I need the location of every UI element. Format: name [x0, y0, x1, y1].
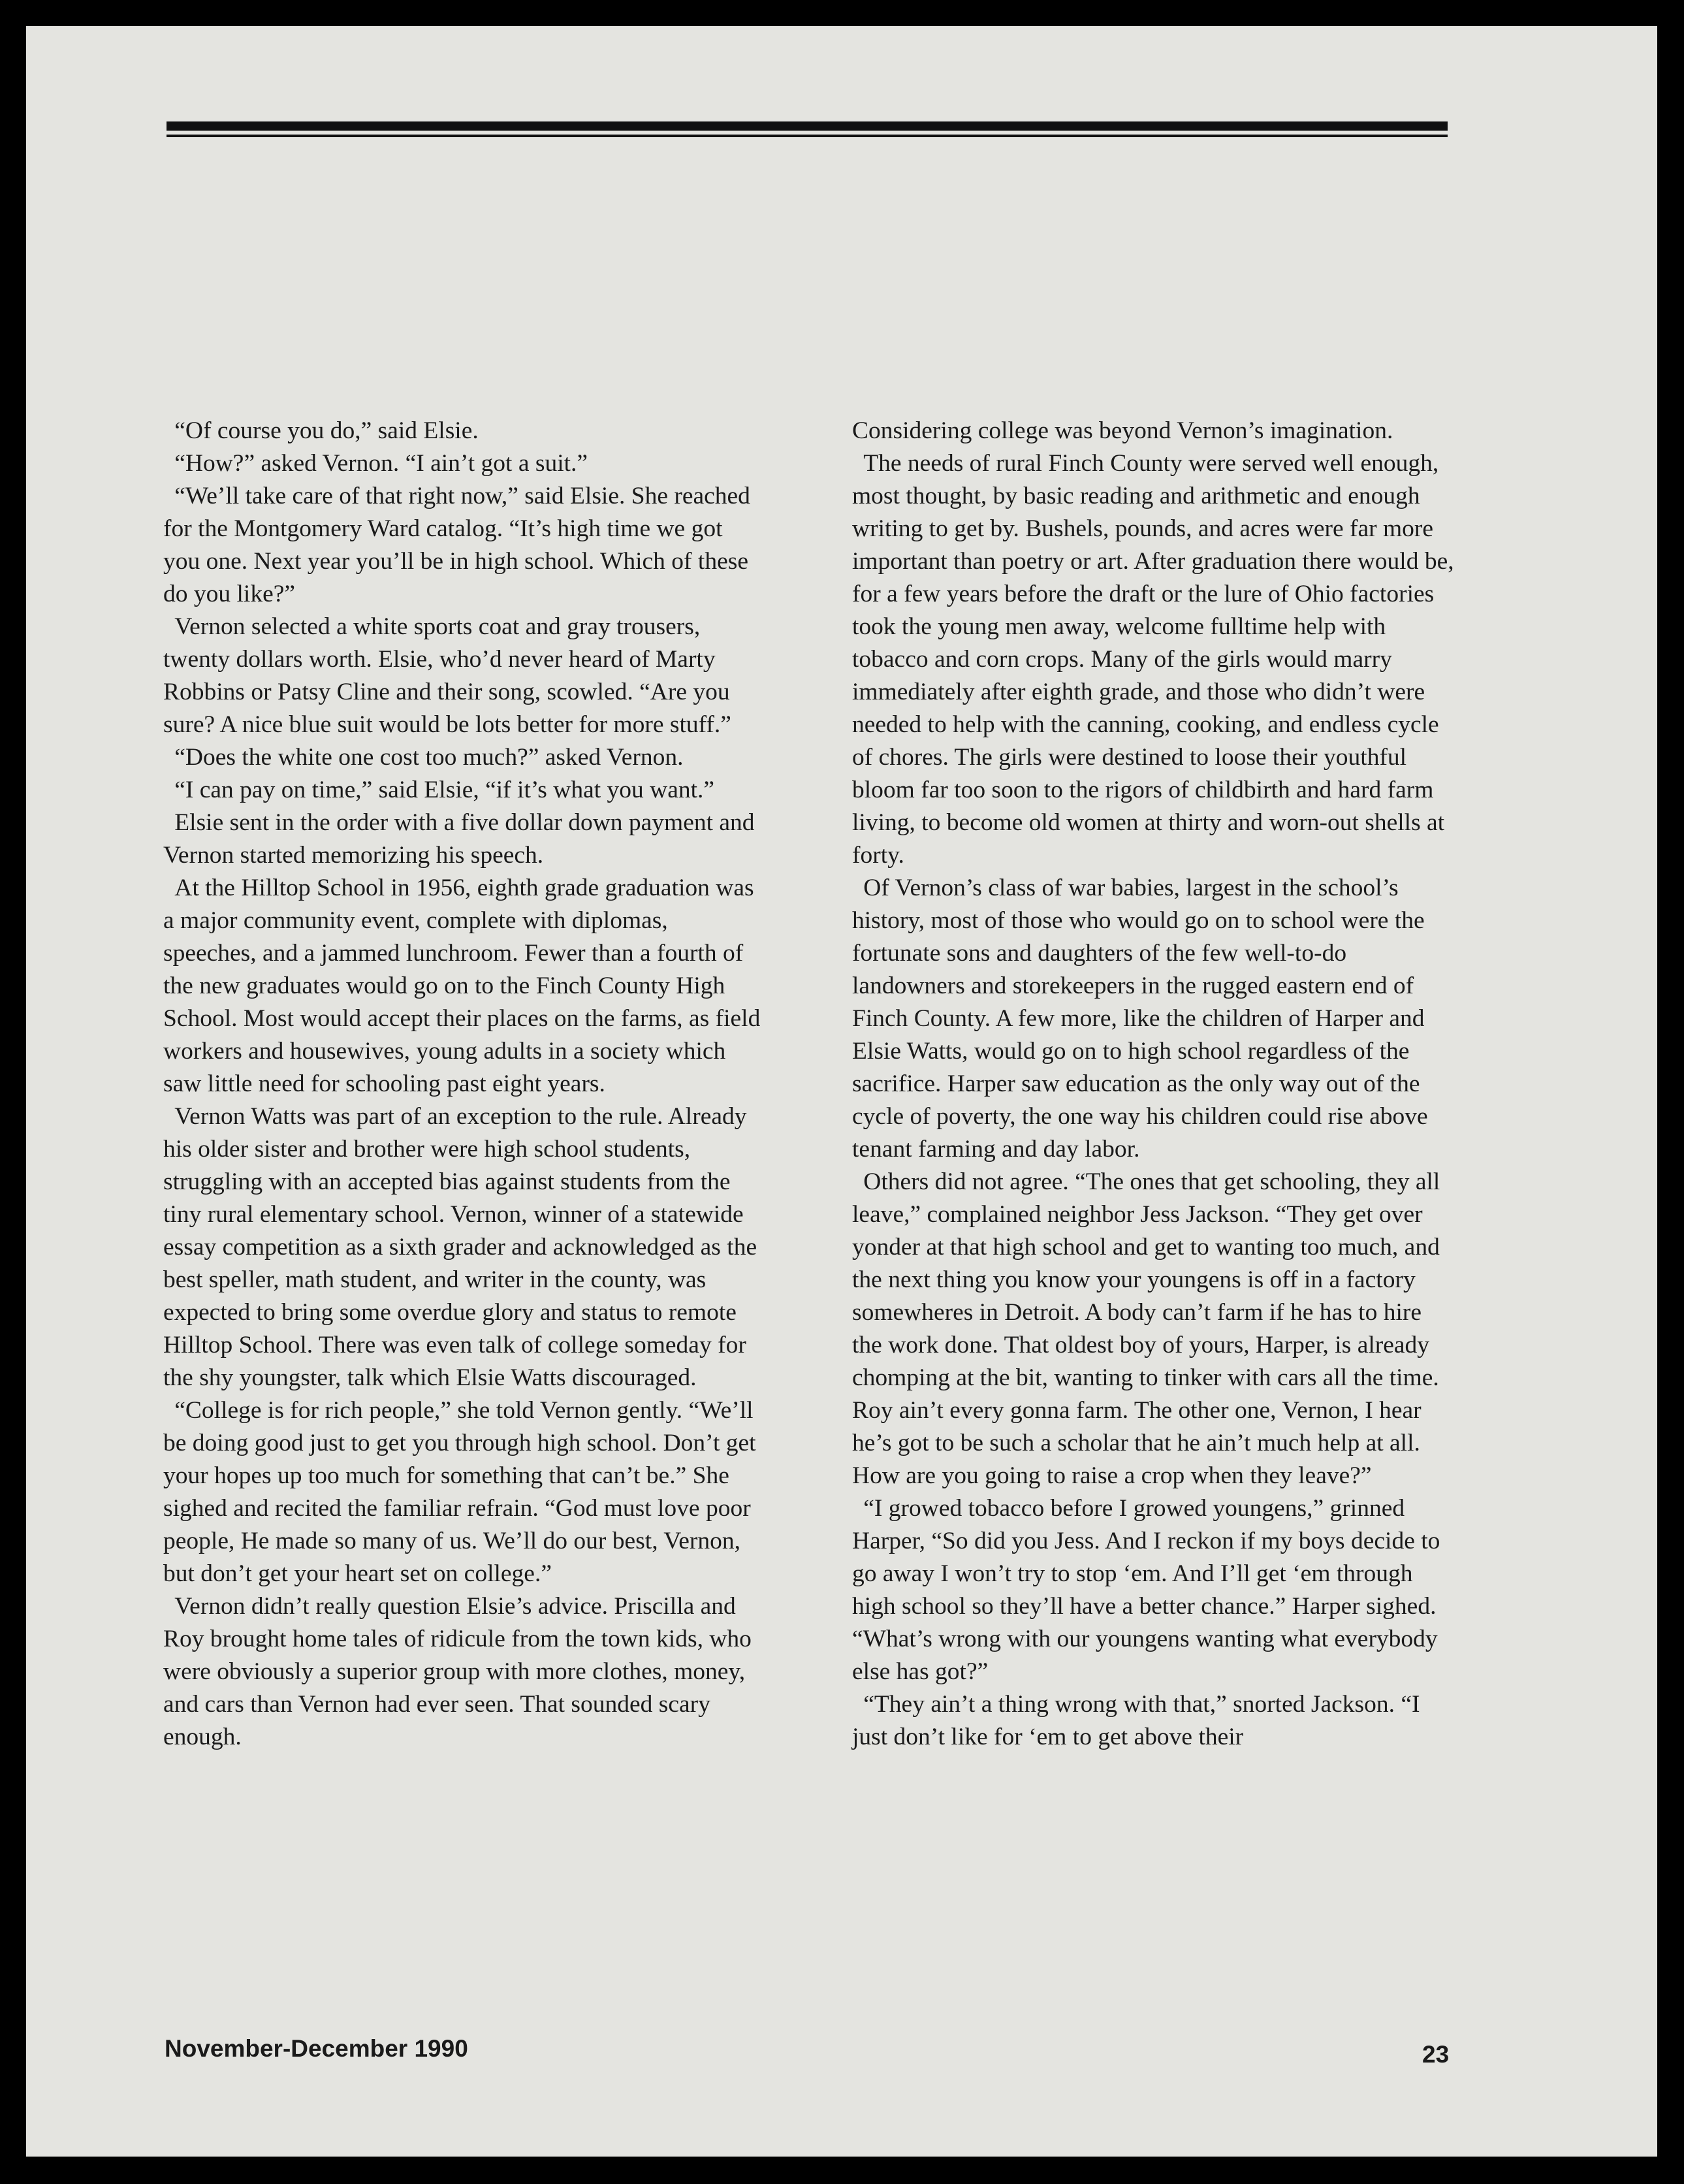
paragraph: Vernon selected a white sports coat and gray trousers, twenty dollars worth. Elsie, who’d never heard of Marty Robbins or Patsy Cline and their song, scowled. “Are you sure? A nice blue suit would be lots better for more stuff.” [163, 613, 731, 738]
paragraph: At the Hilltop School in 1956, eighth grade graduation was a major community event, complete with diplomas, speeches, and a jammed lunchroom. Fewer than a fourth of the new graduates would go on to the Finch County High School. Most would accept their places on the farms, as field workers and housewives, young adults in a society which saw little need for schooling past eight years. [163, 875, 761, 1097]
magazine-page [26, 26, 1657, 2157]
left-column [163, 415, 764, 1754]
paragraph: “Does the white one cost too much?” asked Vernon. [174, 744, 684, 771]
right-column [852, 415, 1456, 1754]
paragraph: Others did not agree. “The ones that get schooling, they all leave,” complained neighbor Jess Jackson. “They get over yonder at that high school and get to wanting too much, and the next thing you know your youngens is off in a factory somewheres in Detroit. A body can’t farm if he has to hire the work done. That oldest boy of yours, Harper, is already chomping at the bit, wanting to tinker with cars all the time. Roy ain’t every gonna farm. The other one, Vernon, I hear he’s got to be such a scholar that he ain’t much help at all. How are you going to raise a crop when they leave?” [852, 1168, 1440, 1489]
paragraph: Vernon didn’t really question Elsie’s advice. Priscilla and Roy brought home tales of ridicule from the town kids, who were obviously a superior group with more clothes, money, and cars than Vernon had ever seen. That sounded scary enough. [163, 1593, 752, 1750]
paragraph: “We’ll take care of that right now,” said Elsie. She reached for the Montgomery Ward catalog. “It’s high time we got you one. Next year you’ll be in high school. Which of these do you like?” [163, 483, 750, 607]
paragraph: “Of course you do,” said Elsie. [174, 417, 479, 444]
paragraph-continuation: Considering college was beyond Vernon’s imagination. [852, 417, 1393, 444]
paragraph: Elsie sent in the order with a five dollar down payment and Vernon started memorizing his speech. [163, 809, 755, 869]
page-number: 23 [1422, 2041, 1450, 2068]
paragraph: “I growed tobacco before I growed youngens,” grinned Harper, “So did you Jess. And I reckon if my boys decide to go away I won’t try to stop ‘em. And I’ll get ‘em through high school so they’ll have a better chance.” Harper sighed. “What’s wrong with our youngens wanting what everybody else has got?” [852, 1495, 1440, 1685]
paragraph: “How?” asked Vernon. “I ain’t got a suit.” [174, 450, 588, 477]
paragraph: Vernon Watts was part of an exception to the rule. Already his older sister and brother were high school students, struggling with an accepted bias against students from the tiny rural elementary school. Vernon, winner of a statewide essay competition as a sixth grader and acknowledged as the best speller, math student, and writer in the county, was expected to bring some overdue glory and status to remote Hilltop School. There was even talk of college someday for the shy youngster, talk which Elsie Watts discouraged. [163, 1103, 757, 1391]
paragraph: “They ain’t a thing wrong with that,” snorted Jackson. “I just don’t like for ‘em to get above their [852, 1691, 1420, 1750]
paragraph: Of Vernon’s class of war babies, largest in the school’s history, most of those who would go on to school were the fortunate sons and daughters of the few well-to-do landowners and storekeepers in the rugged eastern end of Finch County. A few more, like the children of Harper and Elsie Watts, would go on to high school regardless of the sacrifice. Harper saw education as the only way out of the cycle of poverty, the one way his children could rise above tenant farming and day labor. [852, 875, 1428, 1163]
paragraph: “I can pay on time,” said Elsie, “if it’s what you want.” [174, 777, 715, 803]
header-rule-thin [167, 135, 1448, 137]
issue-date: November-December 1990 [165, 2035, 468, 2062]
paragraph: The needs of rural Finch County were served well enough, most thought, by basic reading and arithmetic and enough writing to get by. Bushels, pounds, and acres were far more important than poetry or art. After graduation there would be, for a few years before the draft or the lure of Ohio factories took the young men away, welcome fulltime help with tobacco and corn crops. Many of the girls would marry immediately after eighth grade, and those who didn’t were needed to help with the canning, cooking, and endless cycle of chores. The girls were destined to loose their youthful bloom far too soon to the rigors of childbirth and hard farm living, to become old women at thirty and worn-out shells at forty. [852, 450, 1454, 869]
header-rule-thick [167, 121, 1448, 131]
paragraph: “College is for rich people,” she told Vernon gently. “We’ll be doing good just to get you through high school. Don’t get your hopes up too much for something that can’t be.” She sighed and recited the familiar refrain. “God must love poor people, He made so many of us. We’ll do our best, Vernon, but don’t get your heart set on college.” [163, 1397, 756, 1587]
